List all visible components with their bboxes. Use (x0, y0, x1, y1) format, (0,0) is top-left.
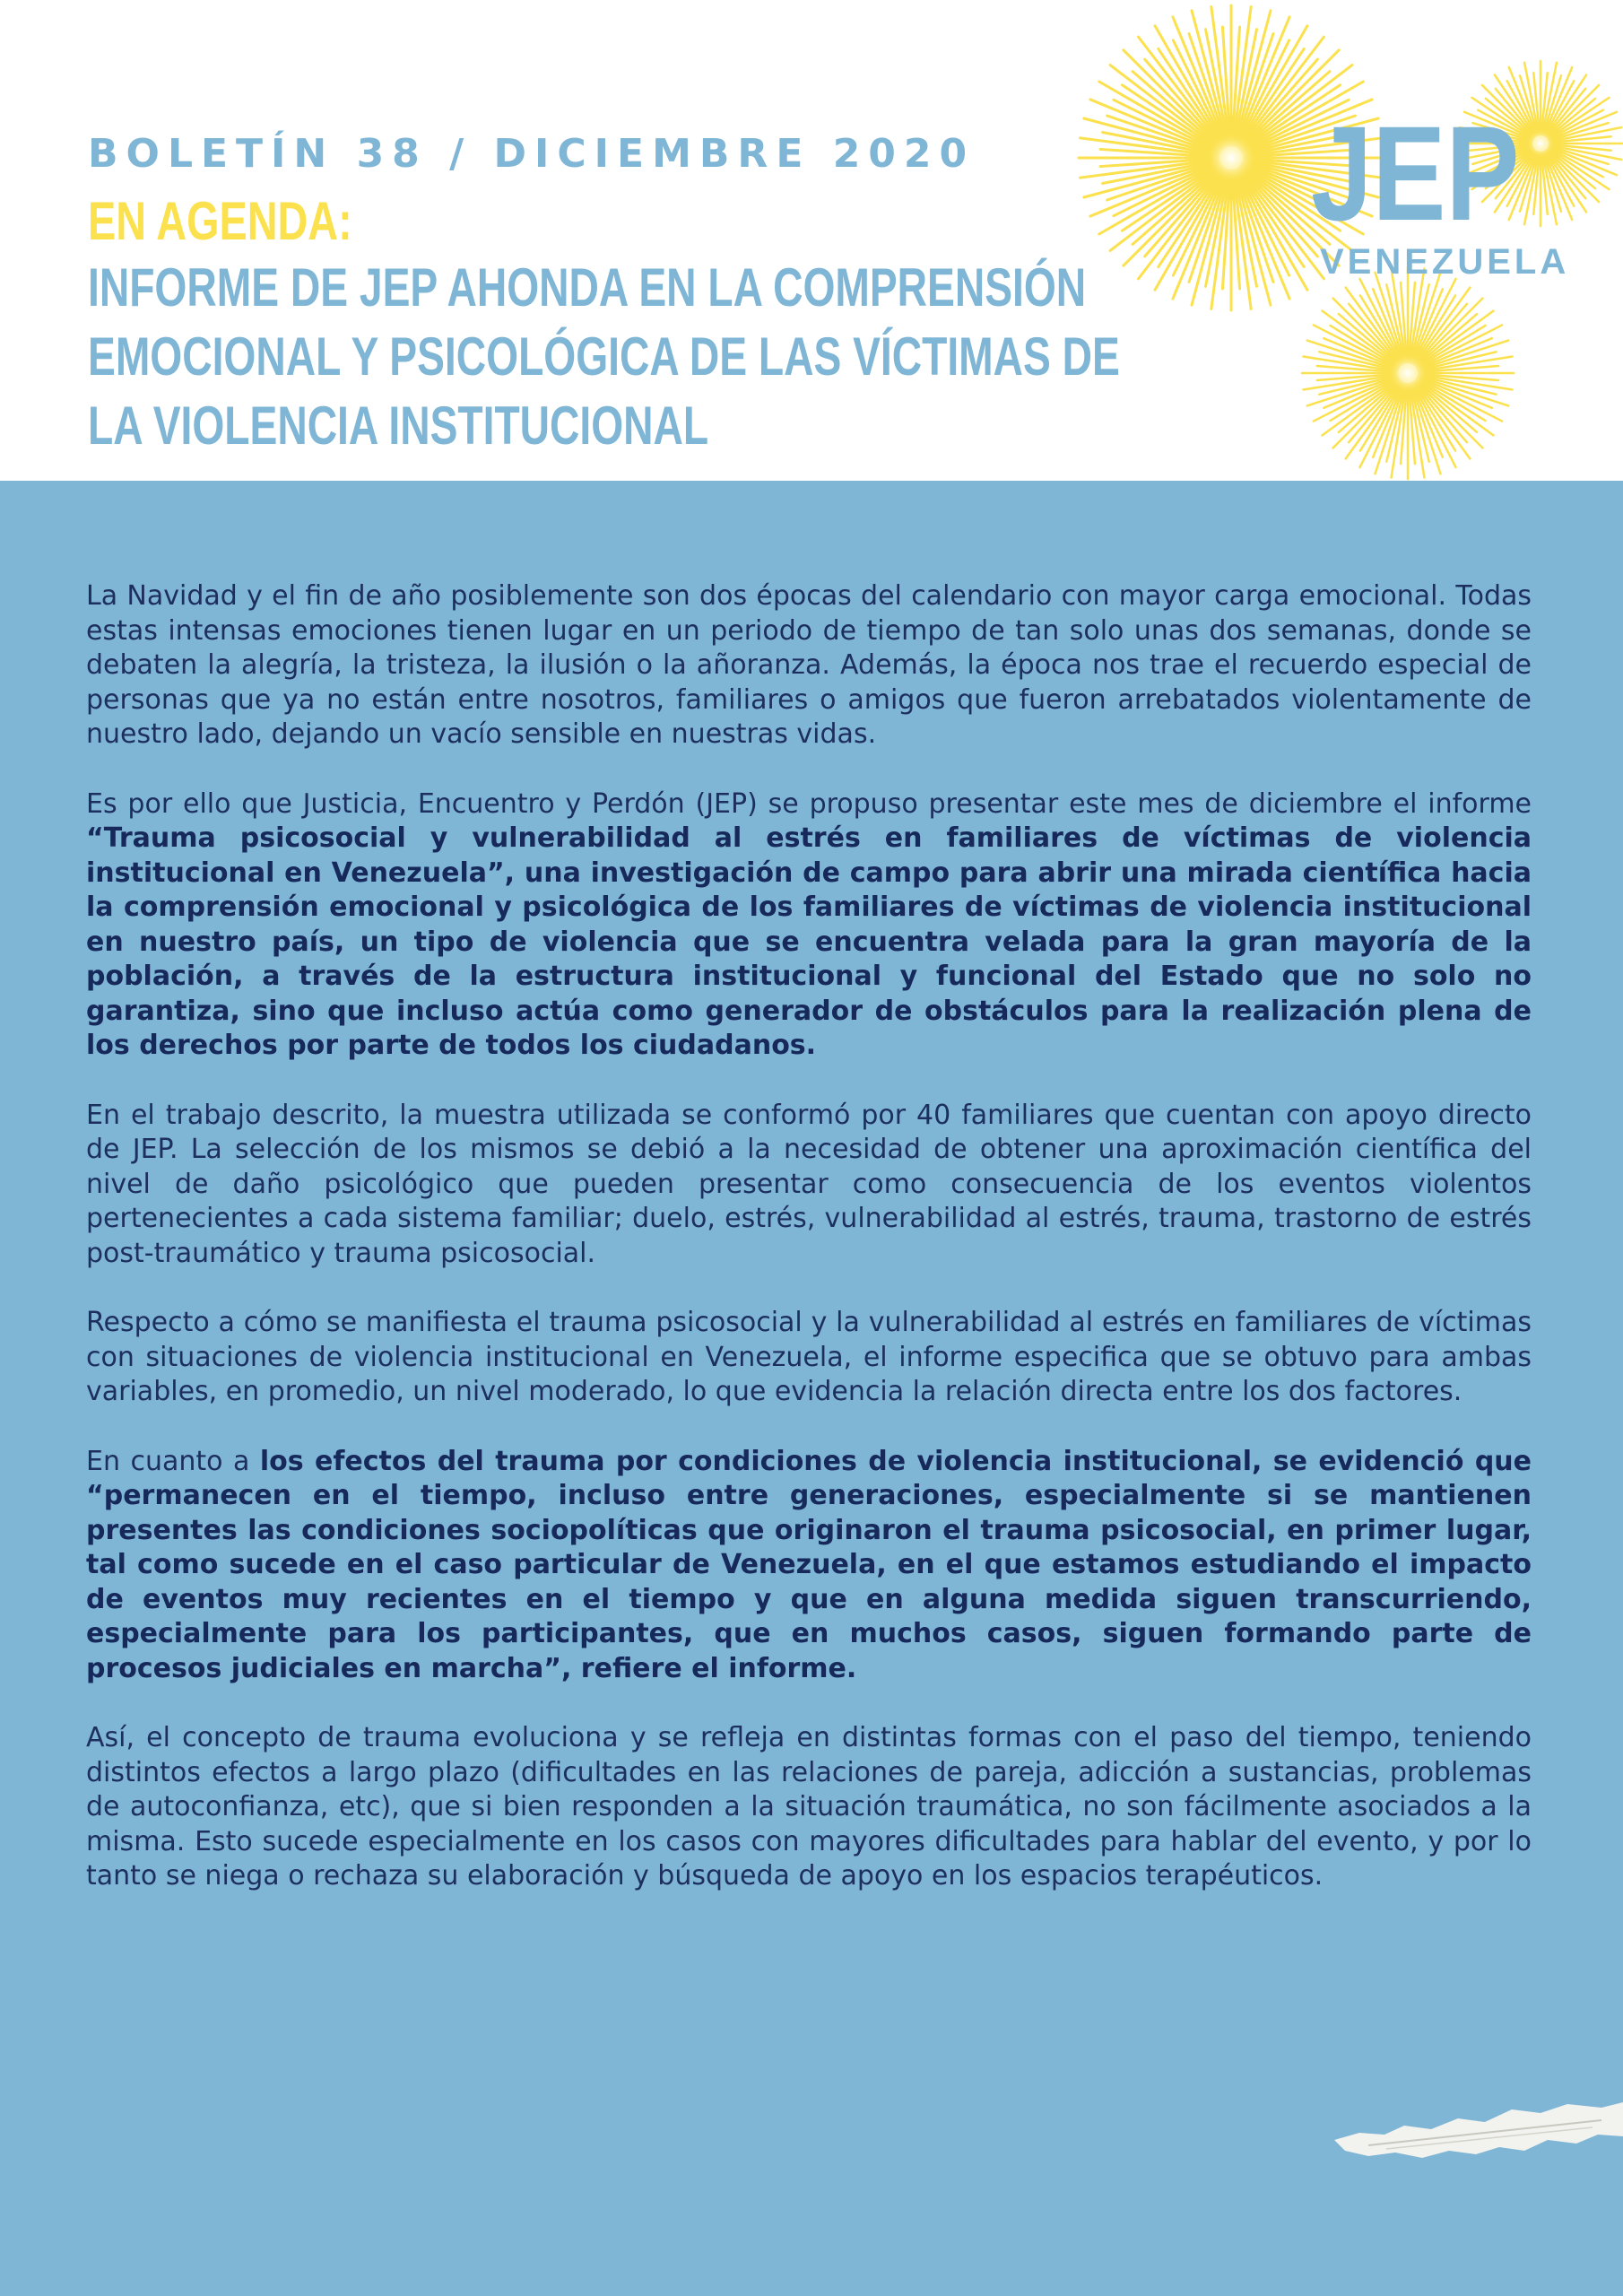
article-body (86, 579, 1532, 1929)
paragraph-text: En cuanto a (86, 1445, 260, 1477)
headline-line: LA VIOLENCIA INSTITUCIONAL (88, 396, 709, 456)
article-paragraph: En el trabajo descrito, la muestra utilizada se conformó por 40 familiares que cuentan con apoyo directo de JEP. La selección de los mismos se debió a la necesidad de obtener una aproximación científica del nivel de daño psicológico que pueden presentar como consecuencia de los eventos violentos pertenecientes a cada sistema familiar; duelo, estrés, vulnerabilidad al estrés, trauma, trastorno de estrés post-traumático y trauma psicosocial. (86, 1099, 1532, 1269)
logo-subtitle: VENEZUELA (1320, 242, 1570, 282)
article-paragraph: Así, el concepto de trauma evoluciona y se refleja en distintas formas con el paso del tiempo, teniendo distintos efectos a largo plazo (dificultades en las relaciones de pareja, adicción a sustancias, problemas de autoconfianza, etc), que si bien responden a la situación traumática, no son fácilmente asociados a la misma. Esto sucede especialmente en los casos con mayores dificultades para hablar del evento, y por lo tanto se niega o rechaza su elaboración y búsqueda de apoyo en los espacios terapéuticos. (86, 1722, 1532, 1892)
article-paragraph: Respecto a cómo se manifiesta el trauma psicosocial y la vulnerabilidad al estrés en familiares de víctimas con situaciones de violencia institucional en Venezuela, el informe especifica que se obtuvo para ambas variables, en promedio, un nivel moderado, lo que evidencia la relación directa entre los dos factores. (86, 1307, 1532, 1407)
paragraph-emphasis: “Trauma psicosocial y vulnerabilidad al estrés en familiares de víctimas de violencia institucional en Venezuela”, una investigación de campo para abrir una mirada científica hacia la comprensión emocional y psicológica de los familiares de víctimas de violencia institucional en nuestro país, un tipo de violencia que se encuentra velada para la gran mayoría de la población, a través de la estructura institucional y funcional del Estado que no solo no garantiza, sino que incluso actúa como generador de obstáculos para la realización plena de los derechos por parte de todos los ciudadanos. (86, 822, 1532, 1061)
article-paragraph: La Navidad y el fin de año posiblemente son dos épocas del calendario con mayor carga emocional. Todas estas intensas emociones tienen lugar en un periodo de tiempo de tan solo unas dos semanas, donde se debaten la alegría, la tristeza, la ilusión o la añoranza. Además, la época nos trae el recuerdo especial de personas que ya no están entre nosotros, familiares o amigos que fueron arrebatados violentamente de nuestro lado, dejando un vacío sensible en nuestras vidas. (86, 580, 1532, 750)
headline (88, 253, 1120, 460)
article-paragraph (86, 1445, 1532, 1687)
headline-line: INFORME DE JEP AHONDA EN LA COMPRENSIÓN (88, 257, 1087, 317)
torn-paper-decoration (1332, 2099, 1623, 2161)
headline-line: EMOCIONAL Y PSICOLÓGICA DE LAS VÍCTIMAS DE (88, 326, 1120, 387)
logo-wordmark: JEP (1311, 98, 1520, 248)
bulletin-issue-label: BOLETÍN 38 / DICIEMBRE 2020 (88, 131, 976, 177)
article-paragraph (86, 787, 1532, 1064)
header-banner (0, 0, 1623, 481)
paragraph-emphasis: los efectos del trauma por condiciones de violencia institucional, se evidenció que “permanecen en el tiempo, incluso entre generaciones, especialmente si se mantienen presentes las condiciones sociopolíticas que originaron el trauma psicosocial, en primer lugar, tal como sucede en el caso particular de Venezuela, en el que estamos estudiando el impacto de eventos muy recientes en el tiempo y que en alguna medida siguen transcurriendo, especialmente para los participantes, que en muchos casos, siguen formando parte de procesos judiciales en marcha”, refiere el informe. (86, 1445, 1532, 1684)
section-label: EN AGENDA: (88, 191, 352, 251)
paragraph-text: Es por ello que Justicia, Encuentro y Perdón (JEP) se propuso presentar este mes de diciembre el informe (86, 787, 1532, 820)
